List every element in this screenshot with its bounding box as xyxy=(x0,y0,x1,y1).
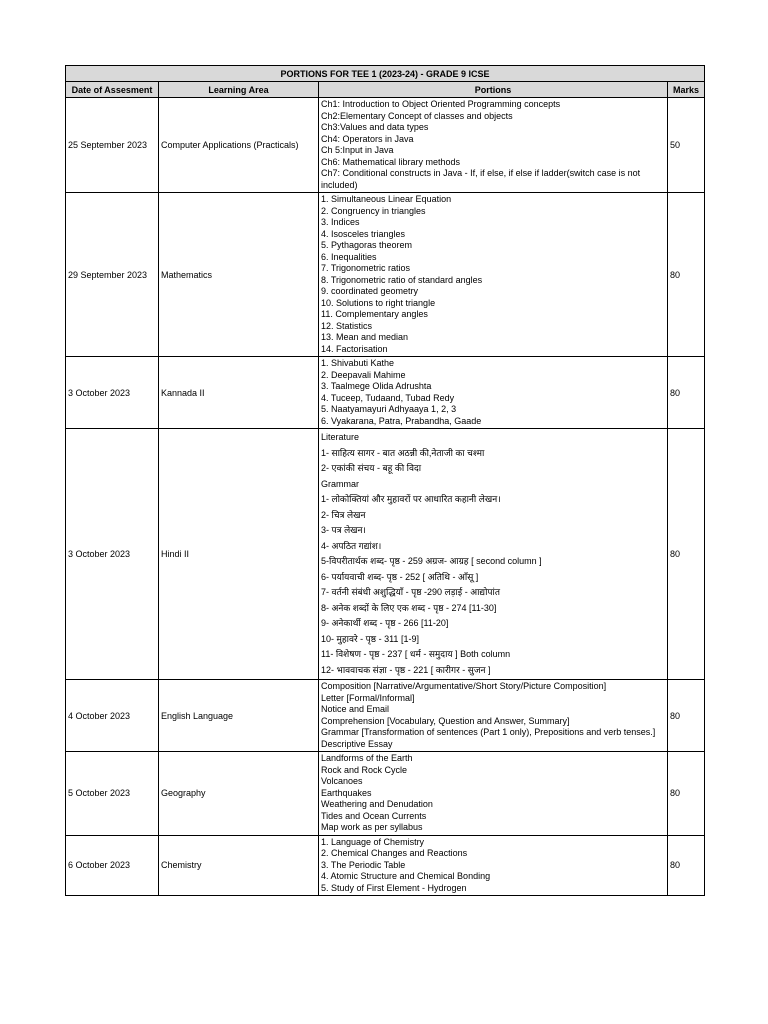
learning-area: English Language xyxy=(159,680,319,752)
portion-item: Tides and Ocean Currents xyxy=(321,810,427,821)
portion-item: 4. Atomic Structure and Chemical Bonding xyxy=(321,871,491,881)
portion-item: 1- लोकोक्तियां और मुहावरों पर आधारित कहानी लेखन। xyxy=(321,494,501,504)
portion-item: Ch6: Mathematical library methods xyxy=(321,156,461,167)
marks-value: 50 xyxy=(668,98,705,193)
portion-item: 3- पत्र लेखन। xyxy=(321,525,366,535)
portion-item: 6- पर्यायवाची शब्द- पृष्ठ - 252 [ अतिथि - आँसू ] xyxy=(321,571,479,582)
portion-item: Ch3:Values and data types xyxy=(321,122,429,132)
portions-cell xyxy=(319,98,668,193)
portion-item: 7. Trigonometric ratios xyxy=(321,263,411,273)
marks-value: 80 xyxy=(668,835,705,896)
portion-item: 1. Simultaneous Linear Equation xyxy=(321,194,452,204)
title-row xyxy=(66,66,705,82)
marks-value: 80 xyxy=(668,680,705,752)
header-learning-area: Learning Area xyxy=(159,82,319,98)
portion-item: 9. coordinated geometry xyxy=(321,286,419,296)
marks-value: 80 xyxy=(668,429,705,680)
assessment-date: 5 October 2023 xyxy=(66,752,159,836)
portion-item: 1. Language of Chemistry xyxy=(321,836,425,847)
portion-item: 12. Statistics xyxy=(321,320,373,331)
header-portions: Portions xyxy=(319,82,668,98)
assessment-date: 3 October 2023 xyxy=(66,357,159,429)
sheet-title: PORTIONS FOR TEE 1 (2023-24) - GRADE 9 ICSE xyxy=(66,66,705,82)
portion-item: 5. Study of First Element - Hydrogen xyxy=(321,882,467,893)
marks-value: 80 xyxy=(668,193,705,357)
portion-item: 12- भाववाचक संज्ञा - पृष्ठ - 221 [ कारीगर - सुजन ] xyxy=(321,664,491,675)
portion-item: 11- विशेषण - पृष्ठ - 237 [ धर्म - समुदाय ] Both column xyxy=(321,649,511,659)
learning-area: Geography xyxy=(159,752,319,836)
assessment-date: 25 September 2023 xyxy=(66,98,159,193)
portion-item: 14. Factorisation xyxy=(321,343,388,354)
portion-item: 13. Mean and median xyxy=(321,332,409,342)
portions-cell xyxy=(319,357,668,429)
portion-item: 2. Deepavali Mahime xyxy=(321,369,406,380)
portions-cell xyxy=(319,429,668,680)
header-marks: Marks xyxy=(668,82,705,98)
portion-item: 3. Indices xyxy=(321,217,360,227)
portion-item: Weathering and Denudation xyxy=(321,799,433,809)
portion-item: Ch 5:Input in Java xyxy=(321,145,394,155)
learning-area: Mathematics xyxy=(159,193,319,357)
assessment-date: 6 October 2023 xyxy=(66,835,159,896)
portion-item: 2. Chemical Changes and Reactions xyxy=(321,848,468,858)
portion-item: 10. Solutions to right triangle xyxy=(321,297,436,308)
portion-item: Descriptive Essay xyxy=(321,738,393,749)
portion-item: Map work as per syllabus xyxy=(321,822,423,832)
header-date: Date of Assesment xyxy=(66,82,159,98)
portion-item: Grammar xyxy=(321,478,359,489)
table-row xyxy=(66,752,705,836)
portion-item: Letter [Formal/Informal] xyxy=(321,692,415,703)
portions-cell xyxy=(319,680,668,752)
portions-cell xyxy=(319,835,668,896)
portion-item: 5-विपरीतार्थक शब्द- पृष्ठ - 259 अग्रज- आग्रह [ second column ] xyxy=(321,556,542,566)
table-row xyxy=(66,357,705,429)
portion-item: Ch7: Conditional constructs in Java - If, if else, if else if ladder(switch case is not included) xyxy=(321,168,641,190)
portion-item: 2. Congruency in triangles xyxy=(321,205,426,216)
learning-area: Computer Applications (Practicals) xyxy=(159,98,319,193)
portion-item: 10- मुहावरे - पृष्ठ - 311 [1-9] xyxy=(321,633,419,644)
portion-item: Literature xyxy=(321,432,360,442)
portions-cell xyxy=(319,193,668,357)
assessment-date: 4 October 2023 xyxy=(66,680,159,752)
portion-item: 8. Trigonometric ratio of standard angles xyxy=(321,274,483,285)
learning-area: Kannada II xyxy=(159,357,319,429)
portion-item: 1- साहित्य सागर - बात अठन्नी की,नेताजी का चश्मा xyxy=(321,447,485,458)
portion-item: 3. Taalmege Olida Adrushta xyxy=(321,381,432,391)
portion-item: 5. Pythagoras theorem xyxy=(321,240,413,250)
assessment-date: 29 September 2023 xyxy=(66,193,159,357)
portion-item: Volcanoes xyxy=(321,776,363,786)
assessment-date: 3 October 2023 xyxy=(66,429,159,680)
portion-item: 4. Isosceles triangles xyxy=(321,228,406,239)
portions-cell xyxy=(319,752,668,836)
portion-item: Composition [Narrative/Argumentative/Short Story/Picture Composition] xyxy=(321,681,607,691)
marks-value: 80 xyxy=(668,357,705,429)
marks-value: 80 xyxy=(668,752,705,836)
table-row xyxy=(66,429,705,680)
portion-item: Grammar [Transformation of sentences (Part 1 only), Prepositions and verb tenses.] xyxy=(321,727,656,737)
portion-item: 1. Shivabuti Kathe xyxy=(321,358,395,368)
portion-item: Rock and Rock Cycle xyxy=(321,764,408,775)
portion-item: Ch4: Operators in Java xyxy=(321,133,414,144)
portion-item: 3. The Periodic Table xyxy=(321,859,406,870)
portions-table xyxy=(65,65,705,896)
portion-item: 2- एकांकी संचय - बहू की विदा xyxy=(321,463,422,473)
portion-item: 4. Tuceep, Tudaand, Tubad Redy xyxy=(321,392,455,403)
portion-item: Notice and Email xyxy=(321,704,390,714)
portion-item: Comprehension [Vocabulary, Question and Answer, Summary] xyxy=(321,715,570,726)
portion-item: 6. Vyakarana, Patra, Prabandha, Gaade xyxy=(321,415,482,426)
header-row xyxy=(66,82,705,98)
portion-item: 6. Inequalities xyxy=(321,251,377,262)
table-row xyxy=(66,835,705,896)
portion-item: 9- अनेकार्थी शब्द - पृष्ठ - 266 [11-20] xyxy=(321,618,449,628)
table-row xyxy=(66,98,705,193)
table-row xyxy=(66,193,705,357)
portion-item: Ch1: Introduction to Object Oriented Programming concepts xyxy=(321,99,561,109)
portion-item: Landforms of the Earth xyxy=(321,753,413,763)
portion-item: 5. Naatyamayuri Adhyaaya 1, 2, 3 xyxy=(321,404,457,414)
portion-item: Ch2:Elementary Concept of classes and objects xyxy=(321,110,513,121)
learning-area: Hindi II xyxy=(159,429,319,680)
portion-item: 8- अनेक शब्दों के लिए एक शब्द - पृष्ठ - 274 [11-30] xyxy=(321,602,497,613)
portion-item: 2- चित्र लेखन xyxy=(321,509,366,520)
table-row xyxy=(66,680,705,752)
learning-area: Chemistry xyxy=(159,835,319,896)
table-body xyxy=(66,98,705,896)
portion-item: 7- वर्तनी संबंधी अशुद्धियाँ - पृष्ठ -290 लड़ाई - आद्योपांत xyxy=(321,587,500,597)
portion-item: 4- अपठित गद्यांश। xyxy=(321,540,382,551)
portion-item: Earthquakes xyxy=(321,787,372,798)
portion-item: 11. Complementary angles xyxy=(321,309,428,319)
